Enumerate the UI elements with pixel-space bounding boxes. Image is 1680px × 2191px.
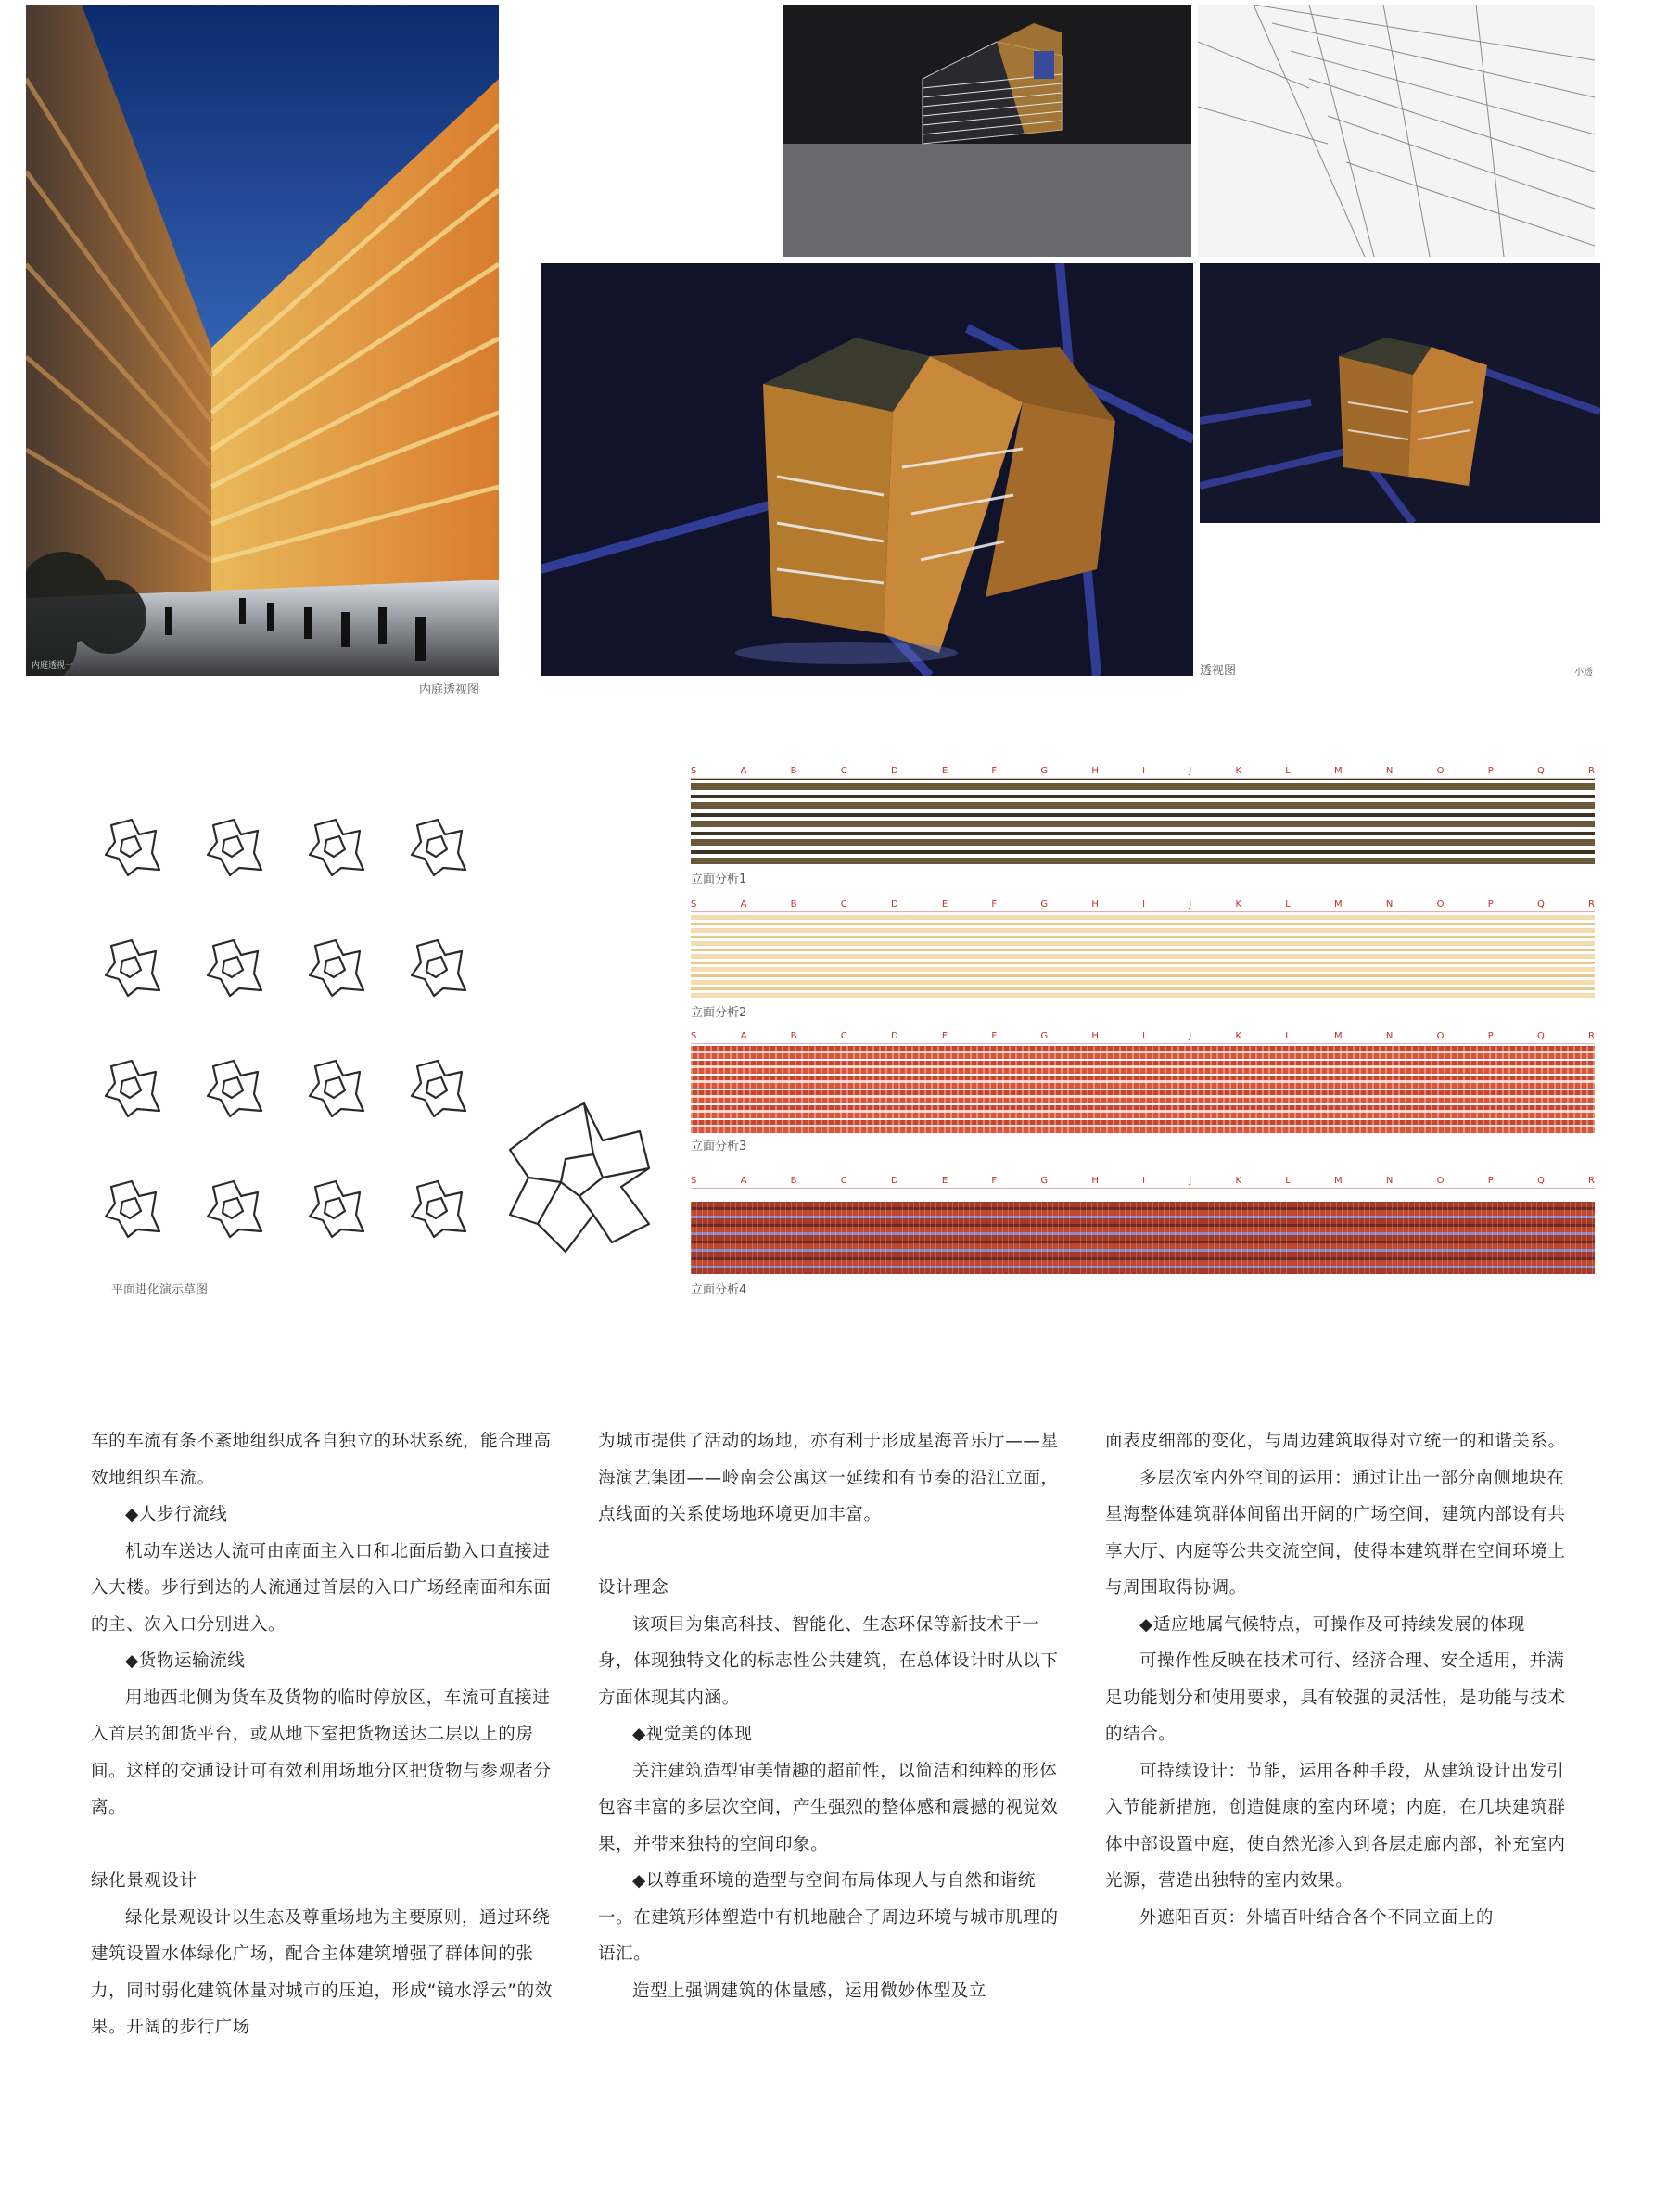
- text-column-2: [598, 1423, 1071, 2009]
- ruler-letter: O: [1436, 766, 1445, 776]
- ruler-letter: G: [1040, 1176, 1049, 1186]
- ruler-letter: O: [1436, 899, 1445, 910]
- ruler-letter: S: [691, 899, 697, 910]
- facade-band-3: [691, 1044, 1595, 1133]
- ruler-letter: R: [1588, 899, 1595, 910]
- ruler-letter: Q: [1536, 899, 1545, 910]
- ruler-letter: P: [1487, 1176, 1494, 1186]
- ruler-letter: O: [1436, 1031, 1445, 1041]
- ruler-letter: M: [1334, 899, 1343, 910]
- paragraph: 面表皮细部的变化，与周边建筑取得对立统一的和谐关系。: [1105, 1432, 1566, 1451]
- ruler-letter: J: [1189, 899, 1192, 910]
- ruler-letter: N: [1385, 1176, 1394, 1186]
- facade-caption-4: 立面分析4: [691, 1283, 747, 1297]
- ruler-letter: F: [991, 1031, 998, 1041]
- ruler-letter: C: [840, 1031, 847, 1041]
- ruler-letter: Q: [1536, 766, 1545, 776]
- ruler-letter: B: [790, 766, 797, 776]
- ruler-letter: K: [1235, 1031, 1242, 1041]
- ruler-letter: P: [1487, 899, 1494, 910]
- ruler-letter: I: [1142, 1176, 1146, 1186]
- facade-ruler-4: [691, 1176, 1595, 1189]
- ruler-letter: F: [991, 766, 998, 776]
- facade-band-2: [691, 912, 1595, 998]
- ruler-letter: B: [790, 1031, 797, 1041]
- ruler-letter: A: [740, 1031, 747, 1041]
- paragraph: 机动车送达人流可由南面主入口和北面后勤入口直接进入大楼。步行到达的人流通过首层的入口广场经南面和东面的主、次入口分别进入。: [91, 1541, 552, 1635]
- sketches-caption: 平面进化演示草图: [111, 1283, 209, 1297]
- ruler-letter: D: [890, 766, 898, 776]
- paragraph: 可持续设计：节能，运用各种手段，从建筑设计出发引入节能新措施，创造健康的室内环境；内庭，在几块建筑群体中部设置中庭，使自然光渗入到各层走廊内部，补充室内光源，营造出独特的室内效果。: [1105, 1761, 1566, 1891]
- ruler-letter: O: [1436, 1176, 1445, 1186]
- ruler-letter: C: [840, 766, 847, 776]
- ruler-letter: J: [1189, 1176, 1192, 1186]
- courtyard-perspective-image: [26, 5, 499, 676]
- ruler-letter: A: [740, 1176, 747, 1186]
- subheading: ◆人步行流线: [125, 1505, 228, 1524]
- night-render-image: [1200, 263, 1600, 523]
- ruler-letter: P: [1487, 766, 1494, 776]
- paragraph: 外遮阳百页：外墙百叶结合各个不同立面上的: [1139, 1907, 1495, 1928]
- ruler-letter: R: [1588, 766, 1595, 776]
- paragraph: ◆以尊重环境的造型与空间布局体现人与自然和谐统一。在建筑形体塑造中有机地融合了周边环境与城市肌理的语汇。: [598, 1871, 1059, 1964]
- paragraph: 用地西北侧为货车及货物的临时停放区，车流可直接进入首层的卸货平台，或从地下室把货物送达二层以上的房间。这样的交通设计可有效利用场地分区把货物与参观者分离。: [91, 1688, 552, 1817]
- ruler-letter: G: [1040, 1031, 1049, 1041]
- paragraph: 绿化景观设计以生态及尊重场地为主要原则，通过环绕建筑设置水体绿化广场，配合主体建筑增强了群体间的张力，同时弱化建筑体量对城市的压迫，形成“镜水浮云”的效果。开阔的步行广场: [91, 1907, 553, 2037]
- facade-caption-3: 立面分析3: [691, 1140, 747, 1153]
- ruler-letter: K: [1235, 766, 1242, 776]
- ruler-letter: B: [790, 1176, 797, 1186]
- ruler-letter: C: [840, 1176, 847, 1186]
- ruler-letter: Q: [1536, 1176, 1545, 1186]
- ruler-letter: S: [691, 1031, 697, 1041]
- facade-ruler-2: [691, 899, 1595, 912]
- ruler-letter: C: [840, 899, 847, 910]
- ruler-letter: E: [941, 766, 948, 776]
- courtyard-small-label: 内庭透视一: [32, 661, 74, 670]
- ruler-letter: N: [1385, 1031, 1394, 1041]
- ruler-letter: J: [1189, 1031, 1192, 1041]
- facade-band-1: [691, 779, 1595, 864]
- subheading: ◆视觉美的体现: [632, 1725, 753, 1744]
- ruler-letter: M: [1334, 1031, 1343, 1041]
- paragraph: 车的车流有条不紊地组织成各自独立的环状系统，能合理高效地组织车流。: [91, 1432, 552, 1488]
- ruler-letter: D: [890, 1176, 898, 1186]
- facade-ruler-1: [691, 766, 1595, 779]
- line-sketch-image: [1198, 5, 1595, 257]
- ruler-letter: L: [1285, 1176, 1291, 1186]
- facade-caption-2: 立面分析2: [691, 1006, 747, 1020]
- subheading: ◆货物运输流线: [125, 1651, 246, 1671]
- subheading: ◆适应地属气候特点，可操作及可持续发展的体现: [1139, 1614, 1525, 1635]
- ruler-letter: H: [1091, 1031, 1099, 1041]
- text-column-3: [1105, 1423, 1578, 1936]
- text-column-1: [91, 1423, 564, 2046]
- ruler-letter: I: [1142, 766, 1146, 776]
- ruler-letter: A: [740, 766, 747, 776]
- ruler-letter: L: [1285, 899, 1291, 910]
- ruler-letter: K: [1235, 899, 1242, 910]
- ruler-letter: H: [1091, 766, 1099, 776]
- courtyard-caption: 内庭透视图: [419, 683, 480, 697]
- ruler-letter: S: [691, 1176, 697, 1186]
- elevation-render-image: [783, 5, 1191, 257]
- facade-ruler-3: [691, 1031, 1595, 1044]
- ruler-letter: D: [890, 899, 898, 910]
- ruler-letter: L: [1285, 1031, 1291, 1041]
- ruler-letter: S: [691, 766, 697, 776]
- ruler-letter: N: [1385, 899, 1394, 910]
- ruler-letter: R: [1588, 1031, 1595, 1041]
- ruler-letter: G: [1040, 766, 1049, 776]
- paragraph: 造型上强调建筑的体量感，运用微妙体型及立: [632, 1981, 987, 2001]
- facade-band-4: [691, 1202, 1595, 1274]
- ruler-letter: R: [1588, 1176, 1595, 1186]
- ruler-letter: I: [1142, 899, 1146, 910]
- ruler-letter: E: [941, 899, 948, 910]
- ruler-letter: J: [1189, 766, 1192, 776]
- author-mark: 小透: [1574, 668, 1593, 678]
- ruler-letter: H: [1091, 899, 1099, 910]
- paragraph: 关注建筑造型审美情趣的超前性，以简洁和纯粹的形体包容丰富的多层次空间，产生强烈的整体感和震撼的视觉效果，并带来独特的空间印象。: [598, 1761, 1059, 1854]
- paragraph: 可操作性反映在技术可行、经济合理、安全适用，并满足功能划分和使用要求，具有较强的灵活性，是功能与技术的结合。: [1105, 1651, 1566, 1744]
- plan-evolution-sketches: [102, 816, 677, 1280]
- paragraph: 该项目为集高科技、智能化、生态环保等新技术于一身，体现独特文化的标志性公共建筑，在总体设计时从以下方面体现其内涵。: [598, 1614, 1059, 1708]
- ruler-letter: A: [740, 899, 747, 910]
- ruler-letter: H: [1091, 1176, 1099, 1186]
- ruler-letter: E: [941, 1031, 948, 1041]
- perspective-caption: 透视图: [1200, 664, 1237, 678]
- night-aerial-render-image: [541, 263, 1193, 676]
- ruler-letter: B: [790, 899, 797, 910]
- ruler-letter: E: [941, 1176, 948, 1186]
- ruler-letter: F: [991, 1176, 998, 1186]
- section-heading: 设计理念: [598, 1578, 669, 1598]
- ruler-letter: Q: [1536, 1031, 1545, 1041]
- ruler-letter: D: [890, 1031, 898, 1041]
- ruler-letter: K: [1235, 1176, 1242, 1186]
- ruler-letter: F: [991, 899, 998, 910]
- ruler-letter: N: [1385, 766, 1394, 776]
- section-heading: 绿化景观设计: [91, 1871, 197, 1891]
- ruler-letter: G: [1040, 899, 1049, 910]
- ruler-letter: M: [1334, 766, 1343, 776]
- facade-caption-1: 立面分析1: [691, 873, 747, 886]
- paragraph: 为城市提供了活动的场地，亦有利于形成星海音乐厅——星海演艺集团——岭南会公寓这一延续和有节奏的沿江立面，点线面的关系使场地环境更加丰富。: [598, 1432, 1059, 1524]
- ruler-letter: P: [1487, 1031, 1494, 1041]
- ruler-letter: L: [1285, 766, 1291, 776]
- ruler-letter: M: [1334, 1176, 1343, 1186]
- ruler-letter: I: [1142, 1031, 1146, 1041]
- paragraph: 多层次室内外空间的运用：通过让出一部分南侧地块在星海整体建筑群体间留出开阔的广场空间，建筑内部设有共享大厅、内庭等公共交流空间，使得本建筑群在空间环境上与周围取得协调。: [1105, 1468, 1566, 1598]
